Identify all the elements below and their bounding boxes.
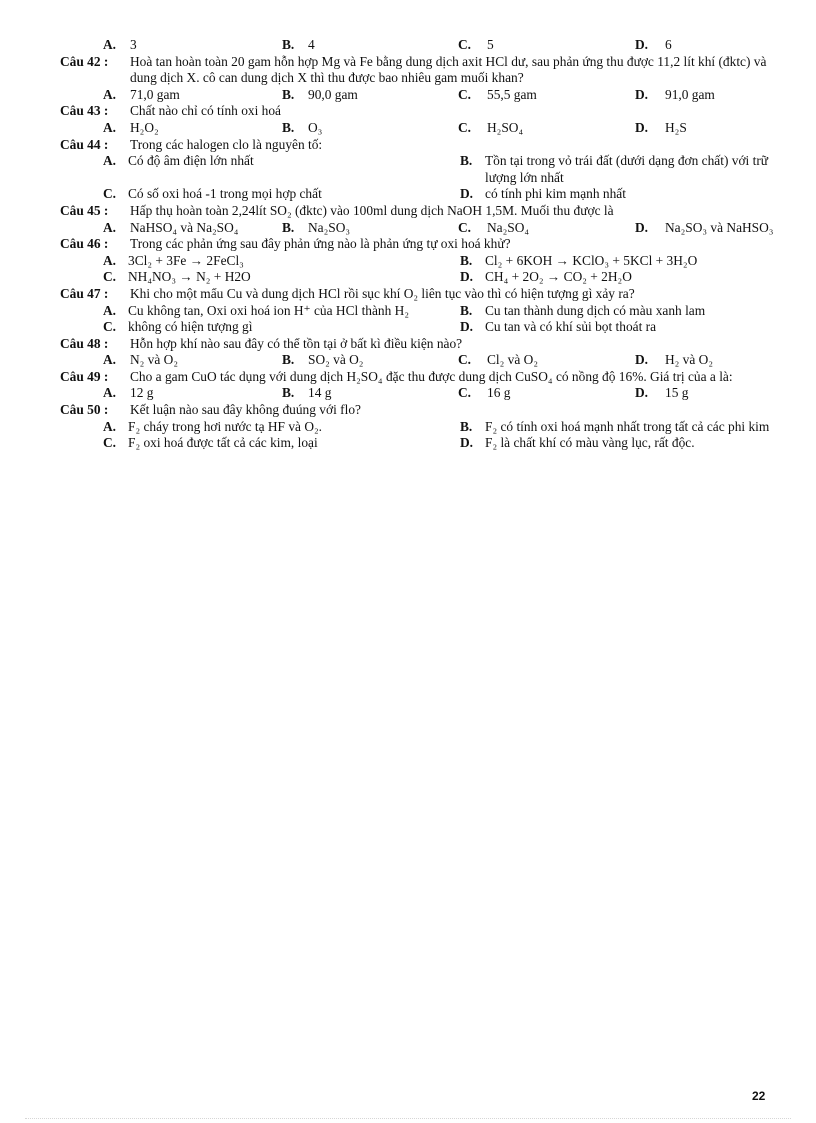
q44-options-cd: [103, 186, 795, 203]
q44-option-c: Có số oxi hoá -1 trong mọi hợp chất: [128, 186, 322, 202]
q45-option-b: Na₂SO₃: [308, 219, 351, 235]
q45-option-c: Na₂SO₄: [487, 219, 530, 235]
label-c: C.: [458, 86, 472, 102]
q41-options: [60, 37, 795, 54]
question-50: [60, 402, 795, 419]
q50-options-cd: [103, 435, 795, 452]
label-d: D.: [460, 435, 474, 451]
label-d: D.: [460, 319, 474, 335]
q47-options-ab: [103, 303, 795, 320]
q49-option-b: 14 g: [308, 385, 332, 401]
label-b: B.: [282, 119, 295, 135]
label-b: B.: [282, 86, 295, 102]
question-text: Kết luận nào sau đây không đuúng với flo?: [130, 402, 361, 418]
question-text: Cho a gam CuO tác dụng với dung dịch H₂SO₄ đặc thu được dung dịch CuSO₄ có nồng độ 16%. Giá trị của a là:: [130, 368, 733, 384]
question-number: Câu 49 :: [60, 368, 109, 384]
q46-option-c: NH₄NO₃ → N₂ + H2O: [128, 269, 251, 285]
q44-option-a: Có độ âm điện lớn nhất: [128, 153, 254, 169]
label-a: A.: [103, 86, 117, 102]
question-text: Chất nào chỉ có tính oxi hoá: [130, 103, 281, 119]
question-number: Câu 48 :: [60, 335, 109, 351]
footer-divider: [25, 1118, 791, 1119]
q41-option-d: 6: [665, 37, 672, 52]
q42-option-b: 90,0 gam: [308, 86, 358, 102]
q41-option-b: 4: [308, 37, 315, 52]
label-a: A.: [103, 302, 117, 318]
question-45: [60, 203, 795, 220]
label-a: A.: [103, 418, 117, 434]
question-number: Câu 44 :: [60, 136, 109, 152]
q42-option-c: 55,5 gam: [487, 86, 537, 102]
q42-options: [60, 87, 795, 104]
q47-option-d-cell: [460, 319, 795, 336]
question-text: Trong các halogen clo là nguyên tố:: [130, 136, 323, 152]
label-a: A.: [103, 252, 117, 268]
question-number: Câu 50 :: [60, 402, 109, 418]
question-43: [60, 103, 795, 120]
q47-option-a-cell: [103, 303, 460, 320]
label-a: A.: [103, 37, 117, 52]
q44-options-ab: [103, 153, 795, 186]
q41-option-a: 3: [130, 37, 137, 52]
q47-option-a: Cu không tan, Oxi oxi hoá ion H⁺ của HCl thành H₂: [128, 302, 410, 318]
question-44: [60, 137, 795, 154]
q46-option-d: CH₄ + 2O₂ → CO₂ + 2H₂O: [485, 269, 632, 285]
q47-option-c: không có hiện tượng gì: [128, 319, 253, 335]
question-number: Câu 43 :: [60, 103, 109, 119]
label-b: B.: [460, 252, 473, 268]
q46-option-d-cell: [460, 269, 795, 286]
label-b: B.: [460, 302, 473, 318]
q50-option-a: F₂ cháy trong hơi nước tạ HF và O₂.: [128, 418, 323, 434]
label-d: D.: [635, 219, 649, 235]
q44-option-d: có tính phi kim mạnh nhất: [485, 186, 626, 202]
q43-option-c: H₂SO₄: [487, 119, 524, 135]
q50-option-b: F₂ có tính oxi hoá mạnh nhất trong tất cả các phi kim: [485, 418, 770, 434]
label-c: C.: [103, 435, 117, 451]
label-b: B.: [282, 352, 295, 368]
q48-option-d: H₂ và O₂: [665, 352, 714, 368]
question-text: Trong các phản ứng sau đây phản ứng nào là phản ứng tự oxi hoá khử?: [130, 236, 511, 252]
q50-option-c: F₂ oxi hoá được tất cả các kim, loại: [128, 435, 318, 451]
q47-options-cd: [103, 319, 795, 336]
label-b: B.: [460, 153, 473, 169]
question-text: Khi cho một mẩu Cu và dung dịch HCl rồi sục khí O₂ liên tục vào thì có hiện tượng gì xảy ra?: [130, 285, 635, 301]
q46-options-ab: [103, 253, 795, 270]
label-d: D.: [635, 119, 649, 135]
label-b: B.: [282, 385, 295, 401]
question-text: Hỗn hợp khí nào sau đây có thể tồn tại ở bất kì điều kiện nào?: [130, 335, 463, 351]
q42-option-d: 91,0 gam: [665, 86, 715, 102]
q49-options: [60, 385, 795, 402]
q45-option-a: NaHSO₄ và Na₂SO₄: [130, 219, 239, 235]
q50-option-b-cell: [460, 419, 795, 436]
q49-option-a: 12 g: [130, 385, 154, 401]
q46-option-a-cell: [103, 253, 460, 270]
label-d: D.: [460, 269, 474, 285]
label-d: D.: [635, 352, 649, 368]
question-47: [60, 286, 795, 303]
q44-option-b-cell: [460, 153, 795, 186]
question-42: [60, 54, 795, 87]
q46-option-a: 3Cl₂ + 3Fe → 2FeCl₃: [128, 252, 244, 268]
label-a: A.: [103, 119, 117, 135]
q50-option-a-cell: [103, 419, 460, 436]
q48-option-b: SO₂ và O₂: [308, 352, 364, 368]
label-c: C.: [103, 186, 117, 202]
page-number: 22: [752, 1089, 766, 1103]
q46-option-b-cell: [460, 253, 795, 270]
q43-options: [60, 120, 795, 137]
label-c: C.: [458, 385, 472, 401]
question-46: [60, 236, 795, 253]
exam-page: [60, 37, 795, 452]
label-a: A.: [103, 153, 117, 169]
q45-options: [60, 220, 795, 237]
label-c: C.: [103, 269, 117, 285]
question-49: [60, 369, 795, 386]
q45-option-d: Na₂SO₃ và NaHSO₃: [665, 219, 774, 235]
label-a: A.: [103, 352, 117, 368]
q44-option-b: Tồn tại trong vỏ trái đất (dưới dạng đơn chất) với trữ lượng lớn nhất: [485, 153, 769, 185]
q48-option-a: N₂ và O₂: [130, 352, 179, 368]
q42-option-a: 71,0 gam: [130, 86, 180, 102]
question-number: Câu 42 :: [60, 53, 109, 69]
q46-option-b: Cl₂ + 6KOH → KClO₃ + 5KCl + 3H₂O: [485, 252, 698, 268]
question-text: Hấp thụ hoàn toàn 2,24lít SO₂ (đktc) vào 100ml dung dịch NaOH 1,5M. Muối thu được là: [130, 202, 614, 218]
q50-option-d-cell: [460, 435, 795, 452]
q47-option-b-cell: [460, 303, 795, 320]
q44-option-d-cell: [460, 186, 795, 203]
q44-option-c-cell: [103, 186, 460, 203]
question-number: Câu 47 :: [60, 285, 109, 301]
label-b: B.: [282, 219, 295, 235]
q47-option-c-cell: [103, 319, 460, 336]
label-a: A.: [103, 219, 117, 235]
label-a: A.: [103, 385, 117, 401]
q48-options: [60, 352, 795, 369]
q49-option-c: 16 g: [487, 385, 511, 401]
q47-option-b: Cu tan thành dung dịch có màu xanh lam: [485, 302, 706, 318]
q46-option-c-cell: [103, 269, 460, 286]
label-c: C.: [458, 37, 472, 52]
q49-option-d: 15 g: [665, 385, 689, 401]
label-b: B.: [460, 418, 473, 434]
q47-option-d: Cu tan và có khí sủi bọt thoát ra: [485, 319, 657, 335]
label-d: D.: [460, 186, 474, 202]
question-number: Câu 45 :: [60, 202, 109, 218]
label-d: D.: [635, 385, 649, 401]
label-d: D.: [635, 37, 649, 52]
label-c: C.: [103, 319, 117, 335]
q50-option-d: F₂ là chất khí có màu vàng lục, rất độc.: [485, 435, 695, 451]
question-48: [60, 336, 795, 353]
q48-option-c: Cl₂ và O₂: [487, 352, 538, 368]
label-d: D.: [635, 86, 649, 102]
q50-options-ab: [103, 419, 795, 436]
q50-option-c-cell: [103, 435, 460, 452]
question-number: Câu 46 :: [60, 236, 109, 252]
q44-option-a-cell: [103, 153, 460, 186]
label-b: B.: [282, 37, 295, 52]
q41-option-c: 5: [487, 37, 494, 52]
q43-option-a: H₂O₂: [130, 119, 159, 135]
label-c: C.: [458, 119, 472, 135]
label-c: C.: [458, 352, 472, 368]
label-c: C.: [458, 219, 472, 235]
q43-option-d: H₂S: [665, 119, 687, 135]
q46-options-cd: [103, 269, 795, 286]
question-text: Hoà tan hoàn toàn 20 gam hỗn hợp Mg và Fe bằng dung dịch axit HCl dư, sau phản ứng thu được 11,2 lít khí (đktc) và dung dịch X. cô can dung dịch X thì thu được bao nhiêu gam muối khan?: [130, 53, 767, 86]
q43-option-b: O₃: [308, 119, 323, 135]
